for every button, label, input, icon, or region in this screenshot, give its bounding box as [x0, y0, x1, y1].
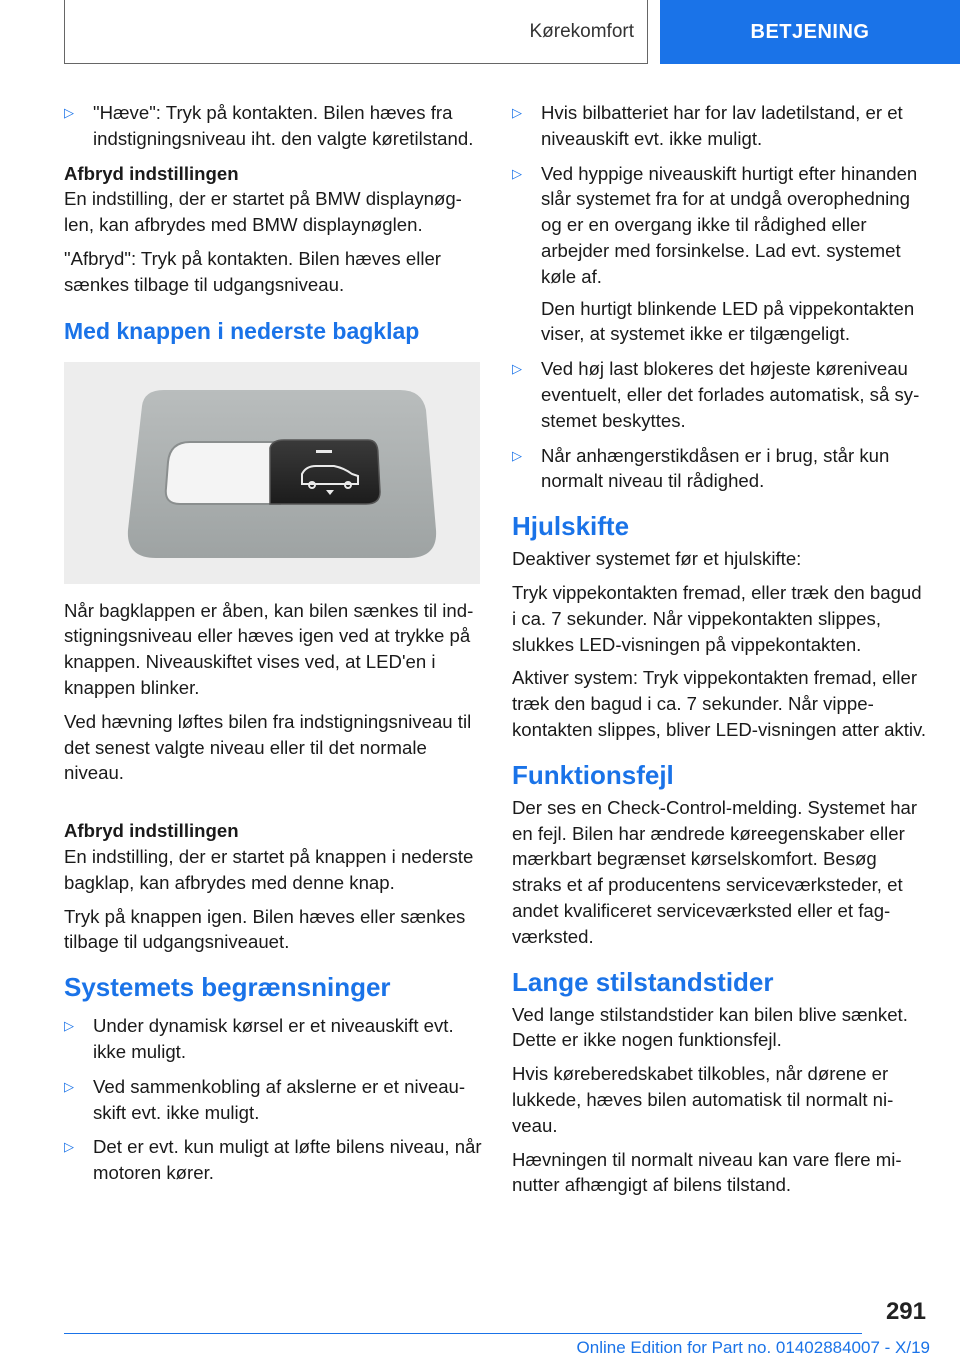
chapter-tab[interactable]	[660, 0, 960, 64]
chapter-title: BETJENING	[750, 20, 870, 43]
list-item: ▷ Når anhængerstikdåsen er i brug, står kun normalt niveau til rådighed.	[512, 444, 890, 492]
intro-list	[64, 100, 482, 152]
paragraph: Aktiver system: Tryk vippekontakten fremad, eller træk den bagud i ca. 7 sekunder. Når vippekontakten slippes, bliver LED-visningen atter aktiv.	[512, 667, 927, 740]
list-item: ▷ Ved høj last blokeres det højeste køreniveau eventuelt, eller det forlades automatisk, så systemet beskyttes.	[512, 358, 920, 431]
section-heading-limits: Systemets begrænsninger	[64, 972, 391, 1003]
triangle-bullet-icon: ▷	[64, 105, 74, 120]
triangle-bullet-icon: ▷	[512, 361, 522, 377]
list-item: ▷ Under dynamisk kørsel er et niveauskift evt. ikke muligt.	[64, 1015, 454, 1062]
list-item: ▷ Det er evt. kun muligt at løfte bilens niveau, når motoren kører.	[64, 1136, 482, 1184]
paragraph: Deaktiver systemet før et hjulskifte:	[512, 548, 802, 570]
paragraph: Hævningen til normalt niveau kan vare flere minutter afhængigt af bilens tilstand.	[512, 1148, 902, 1196]
list-item: ▷ "Hæve": Tryk på kontakten. Bilen hæves fra indstigningsniveau iht. den valgte køretilstand.	[64, 102, 474, 149]
paragraph: En indstilling, der er startet på knappen i nederste bagklap, kan afbrydes med denne knap.	[64, 845, 474, 893]
limits-list-continued	[512, 100, 930, 494]
triangle-bullet-icon: ▷	[512, 165, 522, 181]
tailgate-button-image	[64, 362, 480, 584]
section-heading-wheel-change: Hjulskifte	[512, 511, 630, 542]
paragraph: Hvis køreberedskabet tilkobles, når dørene er lukkede, hæves bilen automatisk til normalt niveau.	[512, 1063, 894, 1136]
right-column	[512, 100, 930, 1206]
section-heading-button: Med knappen i nederste bagklap	[64, 317, 420, 344]
list-item: ▷ Ved sammenkobling af akslerne er et niveauskift evt. ikke muligt.	[64, 1075, 466, 1123]
subheading-abort: Afbryd indstillingen	[64, 162, 239, 184]
triangle-bullet-icon: ▷	[512, 105, 522, 120]
paragraph: Ved hævning løftes bilen fra indstigningsniveau til det senest valgte niveau eller til det normale niveau.	[64, 710, 472, 784]
triangle-bullet-icon: ▷	[64, 1078, 74, 1094]
list-item: ▷ Ved hyppige niveauskift hurtigt efter hinanden slår systemet fra for at undgå overophedning og er en overgang ikke til rådighed eller arbejder med forsinkelse. Lad evt. systemet køle af. Den hurtigt blinkende LED på vippekontakten viser, at systemet ikke er tilgængeligt.	[512, 161, 930, 348]
section-title: Kørekomfort	[529, 21, 634, 42]
page-number: 291	[885, 1298, 926, 1325]
paragraph: Når bagklappen er åben, kan bilen sænkes til indstigningsniveau eller hæves igen ved at trykke på knappen. Niveauskiftet vises ved, at LED'en i knappen blinker.	[64, 599, 474, 698]
triangle-bullet-icon: ▷	[64, 1018, 74, 1034]
triangle-bullet-icon: ▷	[64, 1139, 74, 1155]
header-section-title	[64, 0, 648, 64]
paragraph: Tryk på knappen igen. Bilen hæves eller sænkes tilbage til udgangsniveauet.	[64, 905, 466, 953]
triangle-bullet-icon: ▷	[512, 447, 522, 463]
subheading-abort: Afbryd indstillingen	[64, 820, 239, 842]
footer-divider	[64, 1333, 862, 1334]
limits-list	[64, 1013, 482, 1186]
list-item-note: Den hurtigt blinkende LED på vippekontakten viser, at systemet ikke er tilgængeligt.	[541, 297, 915, 345]
footer-edition[interactable]: Online Edition for Part no. 01402884007 - X/19	[576, 1338, 930, 1357]
paragraph: Ved lange stilstandstider kan bilen blive sænket. Dette er ikke nogen funktionsfejl.	[512, 1003, 908, 1051]
paragraph: En indstilling, der er startet på BMW displaynøglen, kan afbrydes med BMW displaynøglen.	[64, 188, 462, 236]
list-item: ▷ Hvis bilbatteriet har for lav ladetilstand, er et niveauskift evt. ikke muligt.	[512, 102, 903, 149]
left-column	[64, 100, 482, 1195]
section-heading-malfunction: Funktionsfejl	[512, 759, 674, 790]
paragraph: "Afbryd": Tryk på kontakten. Bilen hæves eller sænkes tilbage til udgangsniveau.	[64, 247, 441, 295]
paragraph: Tryk vippekontakten fremad, eller træk den bagud i ca. 7 sekunder. Når vippekontakten slippes, slukkes LED-visningen på vippekontakten.	[512, 581, 922, 655]
section-heading-standstill: Lange stilstandstider	[512, 966, 774, 997]
paragraph: Der ses en Check-Control-melding. Systemet har en fejl. Bilen har ændrede køreegenskaber eller mærkbart begrænset kørselskomfort. Besøg straks et af producentens serviceværksteder, et andet kvalificeret serviceværksted eller et fagværksted.	[512, 796, 918, 947]
